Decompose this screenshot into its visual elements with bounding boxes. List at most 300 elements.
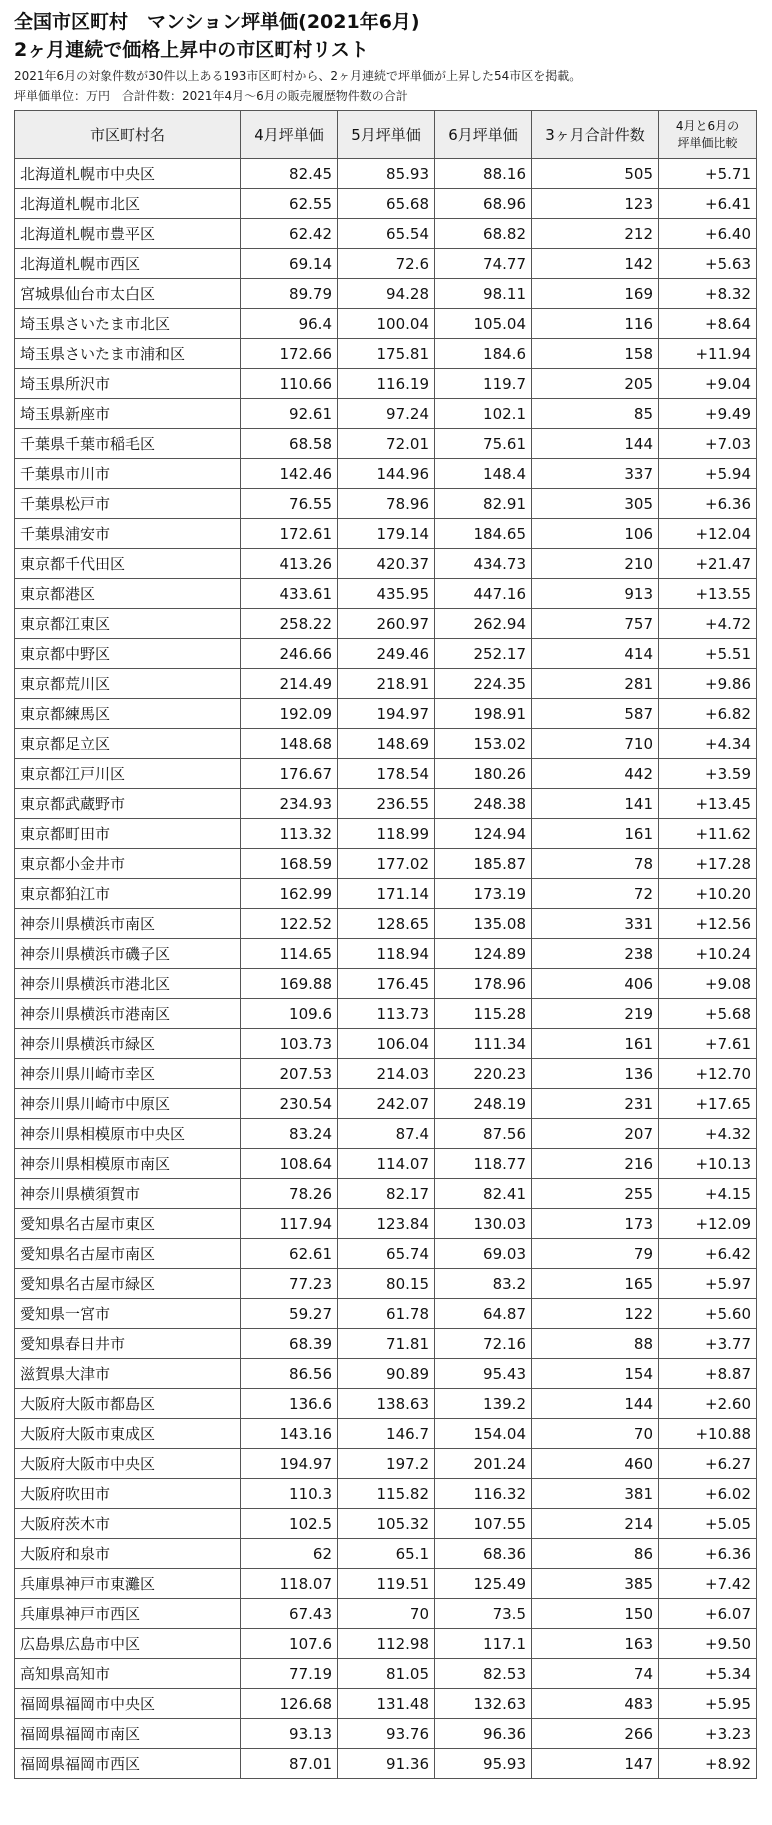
cell-total-count: 144 — [532, 429, 659, 459]
cell-june-price: 184.6 — [435, 339, 532, 369]
cell-comparison: +6.82 — [659, 699, 757, 729]
cell-name: 広島県広島市中区 — [15, 1629, 241, 1659]
cell-may-price: 131.48 — [338, 1689, 435, 1719]
cell-total-count: 210 — [532, 549, 659, 579]
cell-name: 千葉県浦安市 — [15, 519, 241, 549]
cell-total-count: 385 — [532, 1569, 659, 1599]
cell-june-price: 74.77 — [435, 249, 532, 279]
table-row — [15, 279, 757, 309]
cell-june-price: 153.02 — [435, 729, 532, 759]
table-row — [15, 1539, 757, 1569]
cell-name: 千葉県千葉市稲毛区 — [15, 429, 241, 459]
cell-total-count: 216 — [532, 1149, 659, 1179]
cell-april-price: 118.07 — [241, 1569, 338, 1599]
cell-april-price: 62 — [241, 1539, 338, 1569]
cell-comparison: +6.27 — [659, 1449, 757, 1479]
cell-june-price: 224.35 — [435, 669, 532, 699]
table-row — [15, 159, 757, 189]
cell-may-price: 177.02 — [338, 849, 435, 879]
cell-may-price: 106.04 — [338, 1029, 435, 1059]
cell-comparison: +6.02 — [659, 1479, 757, 1509]
cell-comparison: +9.08 — [659, 969, 757, 999]
cell-total-count: 231 — [532, 1089, 659, 1119]
cell-total-count: 757 — [532, 609, 659, 639]
cell-june-price: 124.94 — [435, 819, 532, 849]
cell-comparison: +12.70 — [659, 1059, 757, 1089]
column-header-may: 5月坪単価 — [338, 111, 435, 159]
cell-total-count: 106 — [532, 519, 659, 549]
cell-comparison: +5.94 — [659, 459, 757, 489]
cell-name: 北海道札幌市西区 — [15, 249, 241, 279]
table-row — [15, 309, 757, 339]
cell-april-price: 93.13 — [241, 1719, 338, 1749]
cell-name: 神奈川県横浜市磯子区 — [15, 939, 241, 969]
cell-april-price: 107.6 — [241, 1629, 338, 1659]
cell-name: 大阪府大阪市中央区 — [15, 1449, 241, 1479]
cell-may-price: 90.89 — [338, 1359, 435, 1389]
cell-may-price: 118.94 — [338, 939, 435, 969]
cell-total-count: 116 — [532, 309, 659, 339]
cell-name: 埼玉県さいたま市浦和区 — [15, 339, 241, 369]
cell-comparison: +8.87 — [659, 1359, 757, 1389]
cell-name: 大阪府大阪市東成区 — [15, 1419, 241, 1449]
cell-total-count: 147 — [532, 1749, 659, 1779]
cell-may-price: 236.55 — [338, 789, 435, 819]
cell-comparison: +6.36 — [659, 489, 757, 519]
table-row — [15, 1449, 757, 1479]
cell-total-count: 381 — [532, 1479, 659, 1509]
cell-total-count: 238 — [532, 939, 659, 969]
cell-may-price: 112.98 — [338, 1629, 435, 1659]
cell-april-price: 92.61 — [241, 399, 338, 429]
cell-may-price: 260.97 — [338, 609, 435, 639]
cell-may-price: 115.82 — [338, 1479, 435, 1509]
cell-april-price: 207.53 — [241, 1059, 338, 1089]
cell-june-price: 95.93 — [435, 1749, 532, 1779]
cell-total-count: 144 — [532, 1389, 659, 1419]
cell-april-price: 246.66 — [241, 639, 338, 669]
cell-april-price: 122.52 — [241, 909, 338, 939]
cell-may-price: 119.51 — [338, 1569, 435, 1599]
cell-may-price: 176.45 — [338, 969, 435, 999]
cell-name: 東京都港区 — [15, 579, 241, 609]
cell-may-price: 97.24 — [338, 399, 435, 429]
cell-total-count: 442 — [532, 759, 659, 789]
cell-june-price: 75.61 — [435, 429, 532, 459]
table-row — [15, 609, 757, 639]
cell-name: 神奈川県横須賀市 — [15, 1179, 241, 1209]
price-table — [14, 110, 757, 1779]
cell-june-price: 88.16 — [435, 159, 532, 189]
cell-april-price: 258.22 — [241, 609, 338, 639]
cell-may-price: 197.2 — [338, 1449, 435, 1479]
table-row — [15, 1629, 757, 1659]
cell-name: 東京都足立区 — [15, 729, 241, 759]
cell-comparison: +5.97 — [659, 1269, 757, 1299]
cell-april-price: 68.58 — [241, 429, 338, 459]
cell-june-price: 82.91 — [435, 489, 532, 519]
cell-april-price: 109.6 — [241, 999, 338, 1029]
cell-june-price: 96.36 — [435, 1719, 532, 1749]
cell-comparison: +3.59 — [659, 759, 757, 789]
cell-april-price: 96.4 — [241, 309, 338, 339]
cell-comparison: +10.13 — [659, 1149, 757, 1179]
cell-name: 神奈川県横浜市港南区 — [15, 999, 241, 1029]
cell-total-count: 219 — [532, 999, 659, 1029]
cell-total-count: 79 — [532, 1239, 659, 1269]
cell-april-price: 68.39 — [241, 1329, 338, 1359]
cell-april-price: 62.55 — [241, 189, 338, 219]
cell-may-price: 116.19 — [338, 369, 435, 399]
cell-name: 愛知県名古屋市緑区 — [15, 1269, 241, 1299]
cell-name: 福岡県福岡市中央区 — [15, 1689, 241, 1719]
table-row — [15, 579, 757, 609]
cell-april-price: 176.67 — [241, 759, 338, 789]
table-row — [15, 1569, 757, 1599]
table-row — [15, 1749, 757, 1779]
table-row — [15, 789, 757, 819]
cell-june-price: 68.82 — [435, 219, 532, 249]
cell-april-price: 87.01 — [241, 1749, 338, 1779]
cell-april-price: 169.88 — [241, 969, 338, 999]
cell-name: 東京都中野区 — [15, 639, 241, 669]
cell-june-price: 102.1 — [435, 399, 532, 429]
cell-april-price: 136.6 — [241, 1389, 338, 1419]
cell-comparison: +2.60 — [659, 1389, 757, 1419]
cell-april-price: 172.66 — [241, 339, 338, 369]
cell-may-price: 81.05 — [338, 1659, 435, 1689]
cell-name: 大阪府茨木市 — [15, 1509, 241, 1539]
cell-name: 東京都荒川区 — [15, 669, 241, 699]
column-header-comparison — [659, 111, 757, 159]
cell-april-price: 172.61 — [241, 519, 338, 549]
cell-total-count: 710 — [532, 729, 659, 759]
cell-april-price: 168.59 — [241, 849, 338, 879]
cell-june-price: 117.1 — [435, 1629, 532, 1659]
cell-april-price: 143.16 — [241, 1419, 338, 1449]
cell-june-price: 252.17 — [435, 639, 532, 669]
cell-total-count: 212 — [532, 219, 659, 249]
title-line-1: 全国市区町村 マンション坪単価(2021年6月) — [14, 11, 420, 33]
table-row — [15, 489, 757, 519]
cell-april-price: 162.99 — [241, 879, 338, 909]
cell-total-count: 460 — [532, 1449, 659, 1479]
cell-total-count: 255 — [532, 1179, 659, 1209]
column-header-name: 市区町村名 — [15, 111, 241, 159]
cell-april-price: 230.54 — [241, 1089, 338, 1119]
cell-name: 兵庫県神戸市東灘区 — [15, 1569, 241, 1599]
cell-june-price: 135.08 — [435, 909, 532, 939]
cell-name: 福岡県福岡市西区 — [15, 1749, 241, 1779]
cell-name: 兵庫県神戸市西区 — [15, 1599, 241, 1629]
column-header-comparison-line-1: 4月と6月の — [675, 118, 740, 133]
cell-june-price: 98.11 — [435, 279, 532, 309]
cell-total-count: 214 — [532, 1509, 659, 1539]
cell-comparison: +4.32 — [659, 1119, 757, 1149]
cell-june-price: 201.24 — [435, 1449, 532, 1479]
cell-comparison: +6.40 — [659, 219, 757, 249]
cell-name: 千葉県市川市 — [15, 459, 241, 489]
cell-may-price: 179.14 — [338, 519, 435, 549]
cell-june-price: 69.03 — [435, 1239, 532, 1269]
cell-total-count: 70 — [532, 1419, 659, 1449]
cell-june-price: 220.23 — [435, 1059, 532, 1089]
cell-name: 愛知県春日井市 — [15, 1329, 241, 1359]
table-row — [15, 519, 757, 549]
cell-comparison: +9.04 — [659, 369, 757, 399]
cell-june-price: 87.56 — [435, 1119, 532, 1149]
cell-total-count: 136 — [532, 1059, 659, 1089]
cell-total-count: 406 — [532, 969, 659, 999]
cell-comparison: +6.42 — [659, 1239, 757, 1269]
cell-total-count: 305 — [532, 489, 659, 519]
cell-may-price: 146.7 — [338, 1419, 435, 1449]
cell-comparison: +5.95 — [659, 1689, 757, 1719]
cell-comparison: +5.60 — [659, 1299, 757, 1329]
cell-total-count: 281 — [532, 669, 659, 699]
table-row — [15, 1299, 757, 1329]
note-line-2: 坪単価単位：万円 合計件数：2021年4月～6月の販売履歴物件数の合計 — [14, 89, 408, 103]
cell-name: 北海道札幌市中央区 — [15, 159, 241, 189]
cell-may-price: 123.84 — [338, 1209, 435, 1239]
cell-may-price: 94.28 — [338, 279, 435, 309]
cell-total-count: 154 — [532, 1359, 659, 1389]
cell-total-count: 78 — [532, 849, 659, 879]
cell-may-price: 113.73 — [338, 999, 435, 1029]
cell-name: 東京都小金井市 — [15, 849, 241, 879]
cell-april-price: 82.45 — [241, 159, 338, 189]
cell-april-price: 76.55 — [241, 489, 338, 519]
cell-total-count: 161 — [532, 1029, 659, 1059]
cell-comparison: +17.28 — [659, 849, 757, 879]
cell-comparison: +5.71 — [659, 159, 757, 189]
cell-name: 神奈川県相模原市中央区 — [15, 1119, 241, 1149]
cell-total-count: 158 — [532, 339, 659, 369]
cell-june-price: 248.19 — [435, 1089, 532, 1119]
cell-total-count: 169 — [532, 279, 659, 309]
cell-april-price: 110.66 — [241, 369, 338, 399]
cell-june-price: 83.2 — [435, 1269, 532, 1299]
cell-name: 高知県高知市 — [15, 1659, 241, 1689]
cell-april-price: 148.68 — [241, 729, 338, 759]
cell-june-price: 130.03 — [435, 1209, 532, 1239]
cell-june-price: 118.77 — [435, 1149, 532, 1179]
cell-comparison: +21.47 — [659, 549, 757, 579]
cell-comparison: +4.34 — [659, 729, 757, 759]
cell-june-price: 434.73 — [435, 549, 532, 579]
table-row — [15, 879, 757, 909]
cell-june-price: 447.16 — [435, 579, 532, 609]
cell-total-count: 122 — [532, 1299, 659, 1329]
table-row — [15, 1059, 757, 1089]
cell-may-price: 194.97 — [338, 699, 435, 729]
table-row — [15, 1599, 757, 1629]
cell-name: 神奈川県川崎市中原区 — [15, 1089, 241, 1119]
cell-may-price: 242.07 — [338, 1089, 435, 1119]
table-row — [15, 189, 757, 219]
cell-name: 神奈川県横浜市南区 — [15, 909, 241, 939]
table-row — [15, 819, 757, 849]
cell-may-price: 100.04 — [338, 309, 435, 339]
table-row — [15, 999, 757, 1029]
cell-total-count: 163 — [532, 1629, 659, 1659]
table-row — [15, 1239, 757, 1269]
cell-name: 愛知県名古屋市南区 — [15, 1239, 241, 1269]
cell-name: 福岡県福岡市南区 — [15, 1719, 241, 1749]
cell-june-price: 125.49 — [435, 1569, 532, 1599]
cell-may-price: 175.81 — [338, 339, 435, 369]
table-row — [15, 1089, 757, 1119]
cell-june-price: 111.34 — [435, 1029, 532, 1059]
cell-comparison: +3.23 — [659, 1719, 757, 1749]
table-row — [15, 1389, 757, 1419]
table-row — [15, 1689, 757, 1719]
cell-comparison: +6.36 — [659, 1539, 757, 1569]
cell-may-price: 114.07 — [338, 1149, 435, 1179]
cell-april-price: 77.19 — [241, 1659, 338, 1689]
cell-june-price: 132.63 — [435, 1689, 532, 1719]
cell-comparison: +5.05 — [659, 1509, 757, 1539]
cell-april-price: 192.09 — [241, 699, 338, 729]
cell-comparison: +7.61 — [659, 1029, 757, 1059]
cell-total-count: 483 — [532, 1689, 659, 1719]
cell-june-price: 82.41 — [435, 1179, 532, 1209]
table-row — [15, 939, 757, 969]
table-row — [15, 909, 757, 939]
cell-april-price: 67.43 — [241, 1599, 338, 1629]
cell-comparison: +10.24 — [659, 939, 757, 969]
table-row — [15, 669, 757, 699]
table-body — [15, 159, 757, 1779]
cell-name: 北海道札幌市豊平区 — [15, 219, 241, 249]
cell-comparison: +12.56 — [659, 909, 757, 939]
column-header-total-count: 3ヶ月合計件数 — [532, 111, 659, 159]
cell-june-price: 173.19 — [435, 879, 532, 909]
cell-total-count: 86 — [532, 1539, 659, 1569]
cell-may-price: 105.32 — [338, 1509, 435, 1539]
cell-name: 神奈川県相模原市南区 — [15, 1149, 241, 1179]
cell-june-price: 72.16 — [435, 1329, 532, 1359]
cell-total-count: 266 — [532, 1719, 659, 1749]
cell-april-price: 114.65 — [241, 939, 338, 969]
cell-june-price: 95.43 — [435, 1359, 532, 1389]
cell-may-price: 72.01 — [338, 429, 435, 459]
cell-comparison: +13.55 — [659, 579, 757, 609]
cell-april-price: 59.27 — [241, 1299, 338, 1329]
cell-comparison: +5.34 — [659, 1659, 757, 1689]
cell-name: 大阪府大阪市都島区 — [15, 1389, 241, 1419]
cell-name: 東京都江戸川区 — [15, 759, 241, 789]
cell-total-count: 141 — [532, 789, 659, 819]
table-header-row — [15, 111, 757, 159]
cell-may-price: 65.54 — [338, 219, 435, 249]
cell-june-price: 262.94 — [435, 609, 532, 639]
table-row — [15, 1029, 757, 1059]
cell-may-price: 65.74 — [338, 1239, 435, 1269]
cell-name: 神奈川県川崎市幸区 — [15, 1059, 241, 1089]
cell-june-price: 115.28 — [435, 999, 532, 1029]
cell-may-price: 93.76 — [338, 1719, 435, 1749]
cell-comparison: +5.63 — [659, 249, 757, 279]
cell-comparison: +8.92 — [659, 1749, 757, 1779]
table-row — [15, 459, 757, 489]
table-row — [15, 1119, 757, 1149]
cell-name: 東京都千代田区 — [15, 549, 241, 579]
table-row — [15, 1269, 757, 1299]
cell-april-price: 117.94 — [241, 1209, 338, 1239]
cell-comparison: +6.41 — [659, 189, 757, 219]
cell-comparison: +3.77 — [659, 1329, 757, 1359]
table-row — [15, 249, 757, 279]
cell-april-price: 62.42 — [241, 219, 338, 249]
column-header-comparison-line-2: 坪単価比較 — [677, 135, 738, 150]
column-header-april: 4月坪単価 — [241, 111, 338, 159]
cell-june-price: 198.91 — [435, 699, 532, 729]
cell-comparison: +12.04 — [659, 519, 757, 549]
cell-name: 埼玉県さいたま市北区 — [15, 309, 241, 339]
table-row — [15, 699, 757, 729]
cell-june-price: 148.4 — [435, 459, 532, 489]
table-row — [15, 759, 757, 789]
cell-total-count: 72 — [532, 879, 659, 909]
cell-april-price: 234.93 — [241, 789, 338, 819]
cell-may-price: 85.93 — [338, 159, 435, 189]
cell-may-price: 138.63 — [338, 1389, 435, 1419]
cell-comparison: +6.07 — [659, 1599, 757, 1629]
cell-may-price: 249.46 — [338, 639, 435, 669]
cell-name: 埼玉県所沢市 — [15, 369, 241, 399]
cell-comparison: +10.88 — [659, 1419, 757, 1449]
cell-may-price: 72.6 — [338, 249, 435, 279]
cell-april-price: 126.68 — [241, 1689, 338, 1719]
cell-may-price: 87.4 — [338, 1119, 435, 1149]
cell-april-price: 103.73 — [241, 1029, 338, 1059]
cell-june-price: 82.53 — [435, 1659, 532, 1689]
cell-name: 愛知県名古屋市東区 — [15, 1209, 241, 1239]
cell-april-price: 83.24 — [241, 1119, 338, 1149]
cell-comparison: +7.03 — [659, 429, 757, 459]
cell-total-count: 331 — [532, 909, 659, 939]
table-row — [15, 1179, 757, 1209]
cell-june-price: 119.7 — [435, 369, 532, 399]
cell-comparison: +4.15 — [659, 1179, 757, 1209]
table-row — [15, 1359, 757, 1389]
cell-may-price: 128.65 — [338, 909, 435, 939]
cell-total-count: 414 — [532, 639, 659, 669]
cell-april-price: 413.26 — [241, 549, 338, 579]
table-row — [15, 1509, 757, 1539]
cell-april-price: 110.3 — [241, 1479, 338, 1509]
table-row — [15, 1329, 757, 1359]
cell-may-price: 178.54 — [338, 759, 435, 789]
cell-name: 大阪府和泉市 — [15, 1539, 241, 1569]
table-row — [15, 729, 757, 759]
table-row — [15, 969, 757, 999]
cell-april-price: 77.23 — [241, 1269, 338, 1299]
cell-total-count: 205 — [532, 369, 659, 399]
cell-name: 愛知県一宮市 — [15, 1299, 241, 1329]
cell-may-price: 148.69 — [338, 729, 435, 759]
cell-name: 神奈川県横浜市緑区 — [15, 1029, 241, 1059]
table-row — [15, 1209, 757, 1239]
cell-total-count: 337 — [532, 459, 659, 489]
table-row — [15, 429, 757, 459]
cell-comparison: +5.68 — [659, 999, 757, 1029]
cell-name: 滋賀県大津市 — [15, 1359, 241, 1389]
cell-april-price: 86.56 — [241, 1359, 338, 1389]
table-row — [15, 369, 757, 399]
cell-comparison: +12.09 — [659, 1209, 757, 1239]
